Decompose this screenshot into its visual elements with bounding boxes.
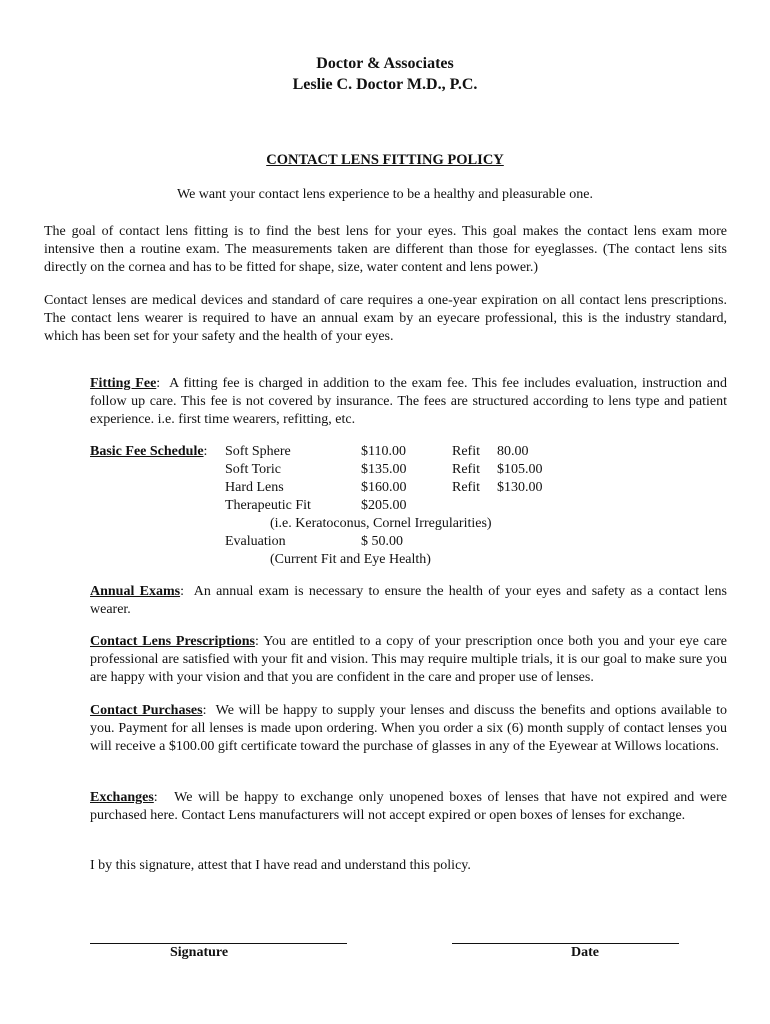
- fee-price: $205.00: [361, 498, 407, 513]
- evaluation-note: (Current Fit and Eye Health): [270, 552, 431, 567]
- section-label: Contact Lens Prescriptions: [90, 634, 255, 649]
- refit-label: Refit: [452, 444, 480, 459]
- section-label: Contact Purchases: [90, 703, 203, 718]
- purchases-section: Contact Purchases: We will be happy to supply your lenses and discuss the benefits and options available to you. Payment for all lenses is made upon ordering. When you order a six (6) month supply of contact lenses you will receive a $100.00 gift certificate toward the purchase of glasses in any of the Eyewear at Willows locations.: [90, 703, 728, 754]
- fitting-fee-section: Fitting Fee: A fitting fee is charged in addition to the exam fee. This fee includes evaluation, instruction and follow up care. This fee is not covered by insurance. The fees are structured according to lens type and patient experience. i.e. first time wearers, refitting, etc.: [90, 376, 728, 427]
- prescriptions-section: Contact Lens Prescriptions: You are entitled to a copy of your prescription once both you and your eye care professional are satisfied with your fit and vision. This may require multiple trials, it is our goal to make sure you are happy with your vision and that you are confident in the care and proper use of lenses.: [90, 634, 727, 685]
- fee-name: Soft Sphere: [225, 444, 291, 459]
- signature-line[interactable]: [90, 943, 347, 944]
- fee-name: Soft Toric: [225, 462, 281, 477]
- fee-price: $135.00: [361, 462, 407, 477]
- doctor-name: Leslie C. Doctor M.D., P.C.: [292, 76, 478, 93]
- therapeutic-note: (i.e. Keratoconus, Cornel Irregularities): [270, 516, 492, 531]
- refit-price: $105.00: [497, 462, 543, 477]
- date-line[interactable]: [452, 943, 679, 944]
- section-label: Annual Exams: [90, 584, 181, 599]
- exchanges-section: Exchanges: We will be happy to exchange only unopened boxes of lenses that have not expired and were purchased here. Contact Lens manufacturers will not accept expired or open boxes of lenses for exchange.: [90, 790, 727, 823]
- date-label: Date: [571, 945, 599, 960]
- refit-price: $130.00: [497, 480, 543, 495]
- annual-exams-section: Annual Exams: An annual exam is necessary to ensure the health of your eyes and safety as a contact lens wearer.: [90, 584, 728, 617]
- fitting-fee-label: Fitting Fee: [90, 376, 157, 391]
- paragraph-goal: The goal of contact lens fitting is to find the best lens for your eyes. This goal makes the contact lens exam more intensive then a routine exam. The measurements taken are different than those for eyeglasses. (The contact lens sits directly on the cornea and has to be fitted for shape, size, water content and lens power.): [44, 224, 727, 275]
- org-name: Doctor & Associates: [316, 55, 454, 72]
- paragraph-medical-devices: Contact lenses are medical devices and standard of care requires a one-year expiration on all contact lens prescriptions. The contact lens wearer is required to have an annual exam by an eyecare professional, this is the industry standard, which has been set for your safety and the health of your eyes.: [44, 293, 727, 344]
- fee-name: Therapeutic Fit: [225, 498, 311, 513]
- fee-schedule-label: Basic Fee Schedule: [90, 444, 204, 459]
- section-text: You are entitled to a copy of your prescription once both you and your eye care professional are satisfied with your fit and vision. This may require multiple trials, it is our goal to make sure you are happy with your vision and that you are confident in the care and proper use of lenses.: [90, 634, 727, 685]
- refit-price: 80.00: [497, 444, 529, 459]
- refit-label: Refit: [452, 480, 480, 495]
- evaluation-price: $ 50.00: [361, 534, 403, 549]
- fitting-fee-text: A fitting fee is charged in addition to the exam fee. This fee includes evaluation, instruction and follow up care. This fee is not covered by insurance. The fees are structured according to lens type and patient experience. i.e. first time wearers, refitting, etc.: [90, 376, 728, 427]
- signature-label: Signature: [170, 945, 229, 960]
- policy-title: CONTACT LENS FITTING POLICY: [266, 152, 504, 168]
- evaluation-name: Evaluation: [225, 534, 286, 549]
- fee-price: $160.00: [361, 480, 407, 495]
- fee-schedule-heading: Basic Fee Schedule:: [90, 444, 208, 459]
- section-text: An annual exam is necessary to ensure the health of your eyes and safety as a contact lens wearer.: [90, 584, 728, 617]
- fee-name: Hard Lens: [225, 480, 284, 495]
- fee-price: $110.00: [361, 444, 406, 459]
- attest-statement: I by this signature, attest that I have read and understand this policy.: [90, 858, 471, 873]
- section-text: We will be happy to exchange only unopened boxes of lenses that have not expired and were purchased here. Contact Lens manufacturers will not accept expired or open boxes of lenses for exchange.: [90, 790, 727, 823]
- intro-text: We want your contact lens experience to be a healthy and pleasurable one.: [177, 187, 593, 202]
- section-label: Exchanges: [90, 790, 154, 805]
- refit-label: Refit: [452, 462, 480, 477]
- section-text: We will be happy to supply your lenses and discuss the benefits and options available to you. Payment for all lenses is made upon ordering. When you order a six (6) month supply of contact lenses you will receive a $100.00 gift certificate toward the purchase of glasses in any of the Eyewear at Willows locations.: [90, 703, 728, 754]
